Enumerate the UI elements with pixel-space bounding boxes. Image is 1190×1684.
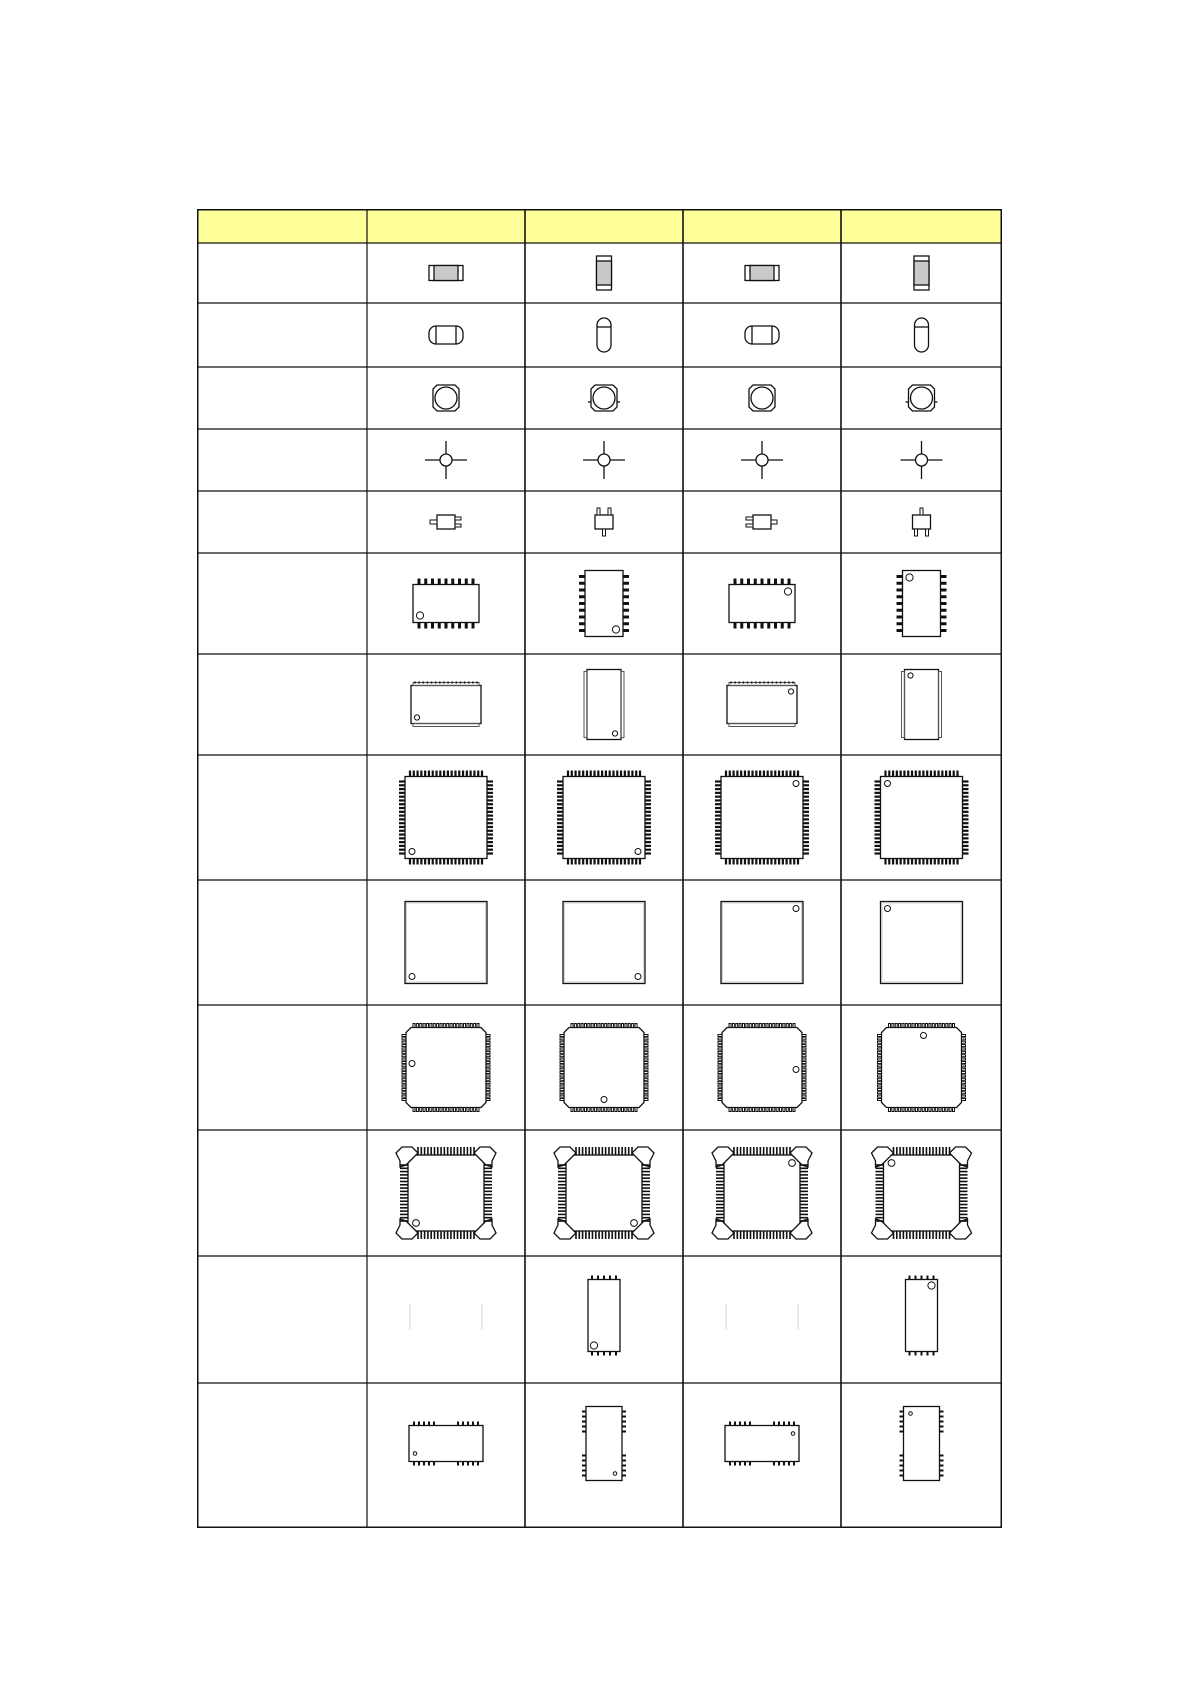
pin-1-marker [414,715,419,720]
package-bga-orientation-3 [721,902,803,984]
package-dip-outline-orientation-1 [410,1304,482,1330]
pin-1-marker [928,1282,935,1289]
pin-1-marker [409,1061,415,1067]
package-melf-orientation-2 [597,318,611,352]
pin-1-marker [789,1160,796,1167]
pin-1-marker [788,689,793,694]
package-dip-outline-orientation-3 [726,1304,798,1330]
package-cross-lead-orientation-3 [741,441,783,479]
package-plcc-orientation-3 [718,1024,806,1112]
package-qfp-orientation-4 [875,771,969,865]
package-qfp-orientation-1 [399,771,493,865]
package-bga-orientation-1 [405,902,487,984]
pin-1-marker [909,1412,913,1416]
pin-1-marker [590,1342,597,1349]
pin-1-marker [921,1033,927,1039]
package-soj-orientation-3 [727,682,797,727]
pin-1-marker [601,1097,607,1103]
package-qfp-orientation-2 [557,771,651,865]
package-qfp-orientation-3 [715,771,809,865]
package-chip-orientation-1 [429,266,463,281]
pin-1-marker [416,612,423,619]
package-soic-orientation-3 [729,579,795,629]
package-tqfp-tray-orientation-4 [872,1147,972,1239]
package-dip-outline-orientation-2 [588,1276,620,1356]
package-plcc-orientation-2 [560,1024,648,1112]
pin-1-marker [885,906,891,912]
package-plcc-orientation-4 [878,1024,966,1112]
package-bga-orientation-2 [563,902,645,984]
package-sop-sparse-orientation-3 [725,1422,799,1466]
package-tqfp-tray-orientation-1 [396,1147,496,1239]
package-soj-orientation-2 [584,670,624,740]
pin-1-marker [635,974,641,980]
package-soic-orientation-1 [413,579,479,629]
package-sot-orientation-3 [746,515,777,529]
pin-1-marker [888,1160,895,1167]
package-bga-orientation-4 [881,902,963,984]
package-sop-sparse-orientation-2 [582,1407,626,1481]
package-soic-orientation-2 [579,571,629,637]
package-sop-sparse-orientation-1 [409,1422,483,1466]
package-plcc-orientation-1 [402,1024,490,1112]
pin-1-marker [784,588,791,595]
pin-1-marker [793,781,799,787]
package-sot-orientation-4 [913,508,931,536]
pin-1-marker [631,1220,638,1227]
pin-1-marker [612,731,617,736]
pin-1-marker [791,1432,795,1436]
pin-1-marker [908,673,913,678]
pin-1-marker [793,1067,799,1073]
pin-1-marker [906,574,913,581]
pin-1-marker [413,1452,417,1456]
package-sot-orientation-1 [430,515,461,529]
pin-1-marker [409,974,415,980]
package-dip-outline-orientation-4 [906,1276,938,1356]
package-tqfp-tray-orientation-2 [554,1147,654,1239]
pin-1-marker [793,906,799,912]
package-sop-sparse-orientation-4 [900,1407,944,1481]
pin-1-marker [612,626,619,633]
package-electrolytic-cap-orientation-3 [749,385,775,411]
package-chip-orientation-2 [597,256,612,290]
package-cross-lead-orientation-2 [583,441,625,479]
package-chip-orientation-4 [914,256,929,290]
pin-1-marker [413,1220,420,1227]
package-chip-orientation-3 [745,266,779,281]
package-sot-orientation-2 [595,508,613,536]
package-cross-lead-orientation-4 [901,441,943,479]
package-melf-orientation-3 [745,326,779,344]
pin-1-marker [409,849,415,855]
package-tqfp-tray-orientation-3 [712,1147,812,1239]
package-melf-orientation-1 [429,326,463,344]
package-electrolytic-cap-orientation-4 [906,385,938,411]
package-soic-orientation-4 [897,571,947,637]
package-melf-orientation-4 [915,318,929,352]
header-row [197,209,1002,243]
package-electrolytic-cap-orientation-1 [433,385,459,411]
pin-1-marker [885,781,891,787]
package-soj-orientation-1 [411,682,481,727]
pin-1-marker [635,849,641,855]
package-cross-lead-orientation-1 [425,441,467,479]
package-electrolytic-cap-orientation-2 [588,385,620,411]
pin-1-marker [613,1472,617,1476]
package-orientation-table [197,209,1002,1528]
package-soj-orientation-4 [902,670,942,740]
